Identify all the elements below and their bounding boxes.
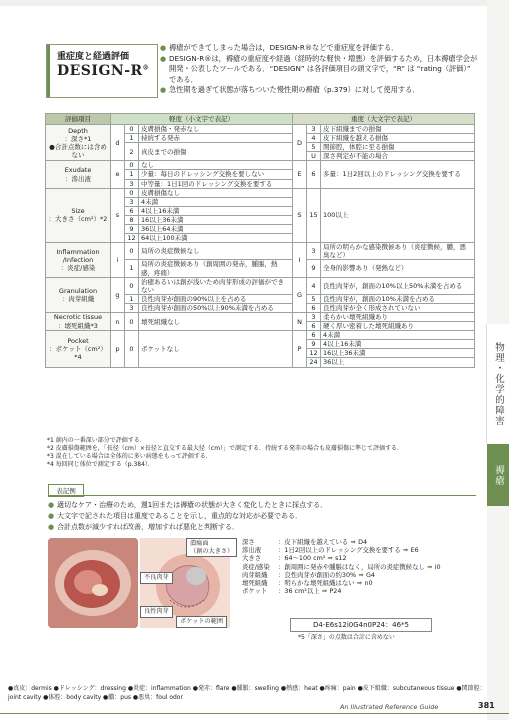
section-title-design-r: DESIGN-R® xyxy=(57,63,150,79)
example-score: D4 xyxy=(358,538,368,546)
heavy-desc: 全身的影響あり（発熱など） xyxy=(321,260,475,277)
light-letter: p xyxy=(111,331,125,367)
example-line xyxy=(242,579,442,587)
light-score: 3 xyxy=(125,179,139,188)
wound-illustration xyxy=(140,538,234,628)
table-row xyxy=(46,125,475,134)
scoring-bullets xyxy=(48,500,478,533)
example-line xyxy=(242,571,442,579)
heavy-desc: 関節腔，体腔に至る損傷 xyxy=(321,143,475,152)
example-line xyxy=(242,563,442,571)
arrow-icon: ➡ xyxy=(400,546,411,555)
example-item: 炎症/感染 xyxy=(242,562,270,571)
heavy-score: 6 xyxy=(307,322,321,331)
heavy-letter: E xyxy=(293,161,307,188)
example-item: 壊死組織 xyxy=(242,579,268,588)
light-desc: ポケットなし xyxy=(139,331,293,367)
example-line xyxy=(242,554,442,562)
light-letter: d xyxy=(111,125,125,161)
example-score: i0 xyxy=(434,562,441,571)
heavy-desc: 柔らかい壊死組織あり xyxy=(321,312,475,321)
heavy-desc: 4未満 xyxy=(321,331,475,340)
light-desc: 皮膚損傷・発赤なし xyxy=(139,125,293,134)
light-letter: s xyxy=(111,188,125,243)
heavy-desc: 良性肉芽が，創面の10%未満を占める xyxy=(321,294,475,303)
scoring-bullet: ● 適切なケア・治療のため，週1回または褥瘡の状態が大きく変化したときに採点する． xyxy=(48,500,478,511)
heavy-score: U xyxy=(307,152,321,161)
example-score: E6 xyxy=(410,546,419,555)
example-score: P24 xyxy=(329,587,342,596)
heavy-letter: N xyxy=(293,312,307,330)
example-desc: ：明らかな壊死組織はない xyxy=(278,579,355,588)
formula-note: *5「深さ」の点数は合計に含めない xyxy=(298,634,395,641)
heavy-score: 5 xyxy=(307,143,321,152)
item-name: Pocket ：ポケット（cm²）*4 xyxy=(46,331,111,367)
light-score: 3 xyxy=(125,303,139,312)
light-desc: 皮膚損傷なし xyxy=(139,188,293,197)
footer-divider xyxy=(0,713,509,714)
light-desc: 16以上36未満 xyxy=(139,215,293,224)
item-name: Exudate ：滲出液 xyxy=(46,161,111,188)
example-desc: ：36 cm²以上 xyxy=(278,587,320,596)
light-score: 2 xyxy=(125,143,139,161)
heavy-score: 24 xyxy=(307,358,321,367)
example-desc: ：1日2回以上のドレッシング交換を要する xyxy=(278,546,401,555)
light-desc: 4未満 xyxy=(139,197,293,206)
light-score: 1 xyxy=(125,134,139,143)
heavy-desc: 硬く厚い密着した壊死組織あり xyxy=(321,322,475,331)
light-letter: g xyxy=(111,277,125,312)
scoring-bullet: ● 大文字で記された項目は重度であることを示し，重点的な対応が必要である． xyxy=(48,511,478,522)
example-score: G4 xyxy=(365,570,375,579)
light-desc: 36以上64未満 xyxy=(139,225,293,234)
table-row xyxy=(46,188,475,197)
header-item: 評価項目 xyxy=(46,114,111,125)
light-score: 12 xyxy=(125,234,139,243)
light-score: 1 xyxy=(125,260,139,277)
heavy-desc: 良性肉芽が，創面の10%以上50%未満を占める xyxy=(321,277,475,294)
heavy-score: 3 xyxy=(307,243,321,260)
example-score: s12 xyxy=(335,554,347,563)
title-accent-bar xyxy=(47,45,50,97)
arrow-icon: ➡ xyxy=(424,562,435,571)
heavy-score: 3 xyxy=(307,125,321,134)
light-desc: 少量：毎日のドレッシング交換を要しない xyxy=(139,170,293,179)
callout-bad-granulation: 不良肉芽 xyxy=(140,572,173,584)
light-letter: e xyxy=(111,161,125,188)
heavy-desc: 局所の明らかな感染徴候あり（炎症徴候，膿，悪臭など） xyxy=(321,243,475,260)
heavy-desc: 良性肉芽が全く形成されていない xyxy=(321,303,475,312)
light-desc: 中等量：1日1回のドレッシング交換を要する xyxy=(139,179,293,188)
side-tab-section[interactable]: 褥瘡 xyxy=(487,444,509,506)
light-score: 3 xyxy=(125,197,139,206)
item-name: Depth ：深さ*1 ●合計点数には含めない xyxy=(46,125,111,161)
section-title-jp: 重症度と経過評価 xyxy=(57,52,130,62)
heavy-letter: G xyxy=(293,277,307,312)
heavy-score: 9 xyxy=(307,260,321,277)
heavy-score: 5 xyxy=(307,294,321,303)
footnote: *3 混在している場合は全体的に多い病態をもって評価する． xyxy=(47,453,212,460)
light-score: 6 xyxy=(125,206,139,215)
heavy-score: 6 xyxy=(307,303,321,312)
light-desc: 4以上16未満 xyxy=(139,206,293,215)
intro-bullet: ● 急性期を過ぎて状態が落ちついた慢性期の褥瘡（p.379）に対して使用する． xyxy=(160,85,480,96)
light-score: 0 xyxy=(125,331,139,367)
heavy-desc: 多量：1日2回以上のドレッシング交換を要する xyxy=(321,161,475,188)
footnotes xyxy=(47,437,477,469)
item-name: Granulation ：肉芽組織 xyxy=(46,277,111,312)
table-row xyxy=(46,243,475,260)
light-score: 9 xyxy=(125,225,139,234)
light-score: 1 xyxy=(125,170,139,179)
light-desc: 真皮までの損傷 xyxy=(139,143,293,161)
intro-bullet: ● 褥瘡ができてしまった場合は，DESIGN-R®などで重症度を評価する． xyxy=(160,43,480,54)
header-heavy: 重度（大文字で表記） xyxy=(293,114,475,125)
light-letter: i xyxy=(111,243,125,277)
heavy-desc: 皮下組織を越える損傷 xyxy=(321,134,475,143)
arrow-icon: ➡ xyxy=(348,538,359,546)
light-score: 8 xyxy=(125,215,139,224)
example-line xyxy=(242,587,442,595)
heavy-letter: S xyxy=(293,188,307,243)
example-line xyxy=(242,538,442,546)
item-name: Necrotic tissue ：壊死組織*3 xyxy=(46,312,111,330)
intro-bullets xyxy=(160,43,480,96)
heavy-desc: 深さ判定が不能の場合 xyxy=(321,152,475,161)
light-score: 0 xyxy=(125,243,139,260)
example-desc: ：皮下組織を越えている xyxy=(278,538,349,546)
item-name: Inflammation /Infection ：炎症/感染 xyxy=(46,243,111,277)
wound-photo-image xyxy=(48,538,138,628)
heavy-desc: 4以上16未満 xyxy=(321,340,475,349)
table-row xyxy=(46,331,475,340)
light-desc: 局所の炎症徴候なし xyxy=(139,243,293,260)
light-desc: 持続する発赤 xyxy=(139,134,293,143)
side-tab-chapter[interactable]: 物理・化学的障害 xyxy=(486,324,509,444)
light-desc: 壊死組織なし xyxy=(139,312,293,330)
item-name: Size ：大きさ（cm²）*2 xyxy=(46,188,111,243)
heavy-desc: 100以上 xyxy=(321,188,475,243)
example-item: 大きさ xyxy=(242,554,262,563)
light-score: 0 xyxy=(125,312,139,330)
footnote: *1 創内の一番深い部分で評価する． xyxy=(47,437,146,444)
arrow-icon: ➡ xyxy=(356,570,366,579)
example-score: n0 xyxy=(364,579,373,588)
arrow-icon: ➡ xyxy=(327,554,336,563)
arrow-icon: ➡ xyxy=(354,579,365,588)
example-item: 滲出液 xyxy=(242,546,262,555)
table-row xyxy=(46,312,475,321)
callout-good-granulation: 良性肉芽 xyxy=(140,606,173,618)
heavy-desc: 皮下組織までの損傷 xyxy=(321,125,475,134)
heavy-score: 9 xyxy=(307,340,321,349)
example-desc: ：創周囲に発赤や腫脹はなく，局所の炎症徴候なし xyxy=(278,562,425,571)
example-desc: ：64～100 cm² xyxy=(278,554,328,563)
heavy-score: 6 xyxy=(307,331,321,340)
light-score: 0 xyxy=(125,188,139,197)
heavy-letter: D xyxy=(293,125,307,161)
table-row xyxy=(46,161,475,170)
arrow-icon: ➡ xyxy=(319,587,330,596)
heavy-score: 3 xyxy=(307,312,321,321)
example-scoring xyxy=(242,538,442,595)
example-item: ポケット xyxy=(242,587,268,596)
light-score: 0 xyxy=(125,125,139,134)
heavy-score: 4 xyxy=(307,277,321,294)
heavy-desc: 16以上36未満 xyxy=(321,349,475,358)
heavy-score: 12 xyxy=(307,349,321,358)
glossary: ●真皮：dermis ●ドレッシング：dressing ●炎症：inflammation ●発赤：flare ●腫脹：swelling ●熱感：heat ●疼痛：pain ●皮下組織：subcutaneous tissue ●関節腔：joint cavity ●体腔：body cavity ●膿：pus ●悪臭：foul odor xyxy=(8,685,486,701)
example-label: 表記例 xyxy=(48,484,84,497)
light-letter: n xyxy=(111,312,125,330)
light-score: 1 xyxy=(125,294,139,303)
heavy-score: 6 xyxy=(307,161,321,188)
callout-pocket-range: ポケットの範囲 xyxy=(176,616,227,628)
light-score: 0 xyxy=(125,161,139,170)
wound-photo xyxy=(48,538,138,628)
example-desc: ：良性肉芽が創面の約30% xyxy=(278,570,357,579)
light-desc: なし xyxy=(139,161,293,170)
top-band xyxy=(0,0,509,6)
intro-bullet: ● DESIGN-R®は，褥瘡の重症度や経過（経時的な軽快・増悪）を評価するため，日本褥瘡学会が開発・公表したツールである．“DESIGN” は各評価項目の頭文字で，“R” は “rating（評価）” である． xyxy=(160,54,480,86)
footer-title: An Illustrated Reference Guide xyxy=(340,703,439,711)
light-score: 0 xyxy=(125,277,139,294)
heavy-desc: 36以上 xyxy=(321,358,475,367)
footnote: *4 毎回同じ体位で測定する（p.384）． xyxy=(47,461,154,468)
header-light: 軽度（小文字で表記） xyxy=(111,114,293,125)
page-number: 381 xyxy=(478,701,495,710)
scoring-bullet: ● 合計点数が減少すれば改善，増加すれば悪化と判断する． xyxy=(48,522,478,533)
footnote: *2 皮膚損傷範囲を，「長径（cm）×長径と直交する最大径（cm）」で測定する．持続する発赤の場合も皮膚損傷に準じて評価する． xyxy=(47,445,404,452)
light-desc: 良性肉芽が創面の50%以上90%未満を占める xyxy=(139,303,293,312)
light-desc: 64以上100未満 xyxy=(139,234,293,243)
callout-wound-surface: 潰瘍面 （創の大きさ） xyxy=(186,538,237,557)
heavy-letter: P xyxy=(293,331,307,367)
light-desc: 治癒あるいは創が浅いため肉芽形成の評価ができない xyxy=(139,277,293,294)
heavy-score: 4 xyxy=(307,134,321,143)
design-r-table xyxy=(45,113,475,368)
example-item: 深さ xyxy=(242,538,255,546)
heavy-score: 15 xyxy=(307,188,321,243)
table-row xyxy=(46,277,475,294)
light-desc: 局所の炎症徴候あり（創周囲の発赤，腫脹，熱感，疼痛） xyxy=(139,260,293,277)
section-title-box xyxy=(46,44,158,98)
example-divider xyxy=(48,495,476,496)
light-desc: 良性肉芽が創面の90%以上を占める xyxy=(139,294,293,303)
heavy-letter: I xyxy=(293,243,307,277)
score-formula: D4-E6s12i0G4n0P24：46*5 xyxy=(290,618,432,632)
example-item: 肉芽組織 xyxy=(242,570,268,579)
